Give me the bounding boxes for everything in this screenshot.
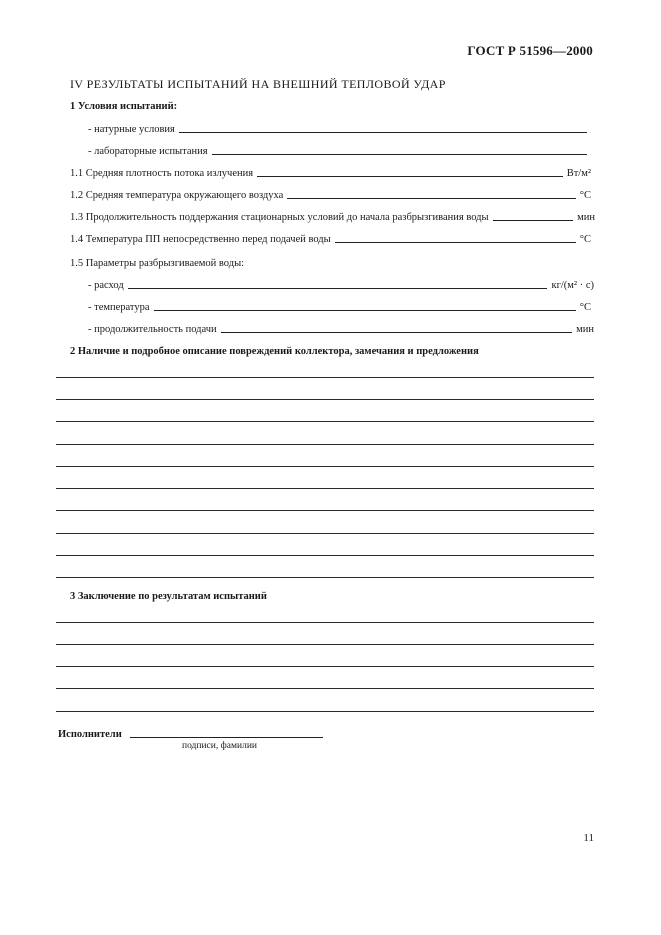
field-unit: Вт/м² (566, 168, 591, 179)
field-supply-duration (88, 321, 594, 335)
fill-line[interactable] (257, 176, 563, 177)
field-label: - расход (88, 280, 124, 291)
signature-caption: подписи, фамилии (182, 741, 257, 751)
field-label: 1.5 Параметры разбрызгиваемой воды: (70, 258, 245, 269)
fill-line[interactable] (154, 310, 576, 311)
field-water-temperature (88, 299, 591, 313)
writing-line[interactable] (56, 444, 594, 445)
field-label: - температура (88, 302, 150, 313)
field-label: - продолжительность подачи (88, 324, 217, 335)
writing-line[interactable] (56, 377, 594, 378)
field-label: 1.2 Средняя температура окружающего воздуха (70, 190, 284, 201)
field-water-flow (88, 277, 594, 291)
field-unit: °С (579, 302, 591, 313)
fill-line[interactable] (221, 332, 572, 333)
fill-line[interactable] (335, 242, 576, 243)
writing-line[interactable] (56, 711, 594, 712)
writing-line[interactable] (56, 466, 594, 467)
executors-label: Исполнители (58, 729, 122, 740)
page-number: 11 (583, 832, 594, 844)
heading-damage-description: 2 Наличие и подробное описание повреждений коллектора, замечания и предложения (70, 346, 479, 357)
writing-line[interactable] (56, 577, 594, 578)
field-label: 1.4 Температура ПП непосредственно перед подачей воды (70, 234, 331, 245)
writing-line[interactable] (56, 399, 594, 400)
fill-line[interactable] (212, 154, 587, 155)
fill-line[interactable] (493, 220, 574, 221)
field-label: - натурные условия (88, 124, 175, 135)
writing-line[interactable] (56, 644, 594, 645)
fill-line[interactable] (179, 132, 587, 133)
field-ambient-temperature (70, 187, 591, 201)
heading-test-conditions: 1 Условия испытаний: (70, 101, 178, 112)
heading-conclusion: 3 Заключение по результатам испытаний (70, 591, 267, 602)
field-unit: °С (579, 234, 591, 245)
writing-line[interactable] (56, 622, 594, 623)
field-steady-state-duration (70, 209, 595, 223)
writing-line[interactable] (56, 666, 594, 667)
fill-line[interactable] (287, 198, 576, 199)
writing-line[interactable] (56, 555, 594, 556)
writing-line[interactable] (56, 533, 594, 534)
document-code: ГОСТ Р 51596—2000 (467, 43, 593, 58)
writing-line[interactable] (56, 488, 594, 489)
writing-line[interactable] (56, 421, 594, 422)
field-label: 1.3 Продолжительность поддержания стационарных условий до начала разбрызгивания воды (70, 212, 489, 223)
section-title: IV РЕЗУЛЬТАТЫ ИСПЫТАНИЙ НА ВНЕШНИЙ ТЕПЛОВОЙ УДАР (70, 77, 446, 91)
writing-line[interactable] (56, 510, 594, 511)
field-label: - лабораторные испытания (88, 146, 208, 157)
field-natural-conditions (88, 121, 591, 135)
signature-line[interactable] (130, 736, 323, 738)
executors-signature (58, 729, 323, 740)
field-lab-tests (88, 143, 591, 157)
field-unit: мин (576, 324, 594, 335)
field-radiation-flux (70, 165, 591, 179)
fill-line[interactable] (128, 288, 548, 289)
writing-line[interactable] (56, 688, 594, 689)
field-unit: мин (577, 212, 595, 223)
field-label: 1.1 Средняя плотность потока излучения (70, 168, 254, 179)
field-unit: °С (579, 190, 591, 201)
field-water-parameters (70, 255, 370, 269)
field-unit: кг/(м² · с) (551, 280, 594, 291)
field-collector-temperature (70, 231, 591, 245)
